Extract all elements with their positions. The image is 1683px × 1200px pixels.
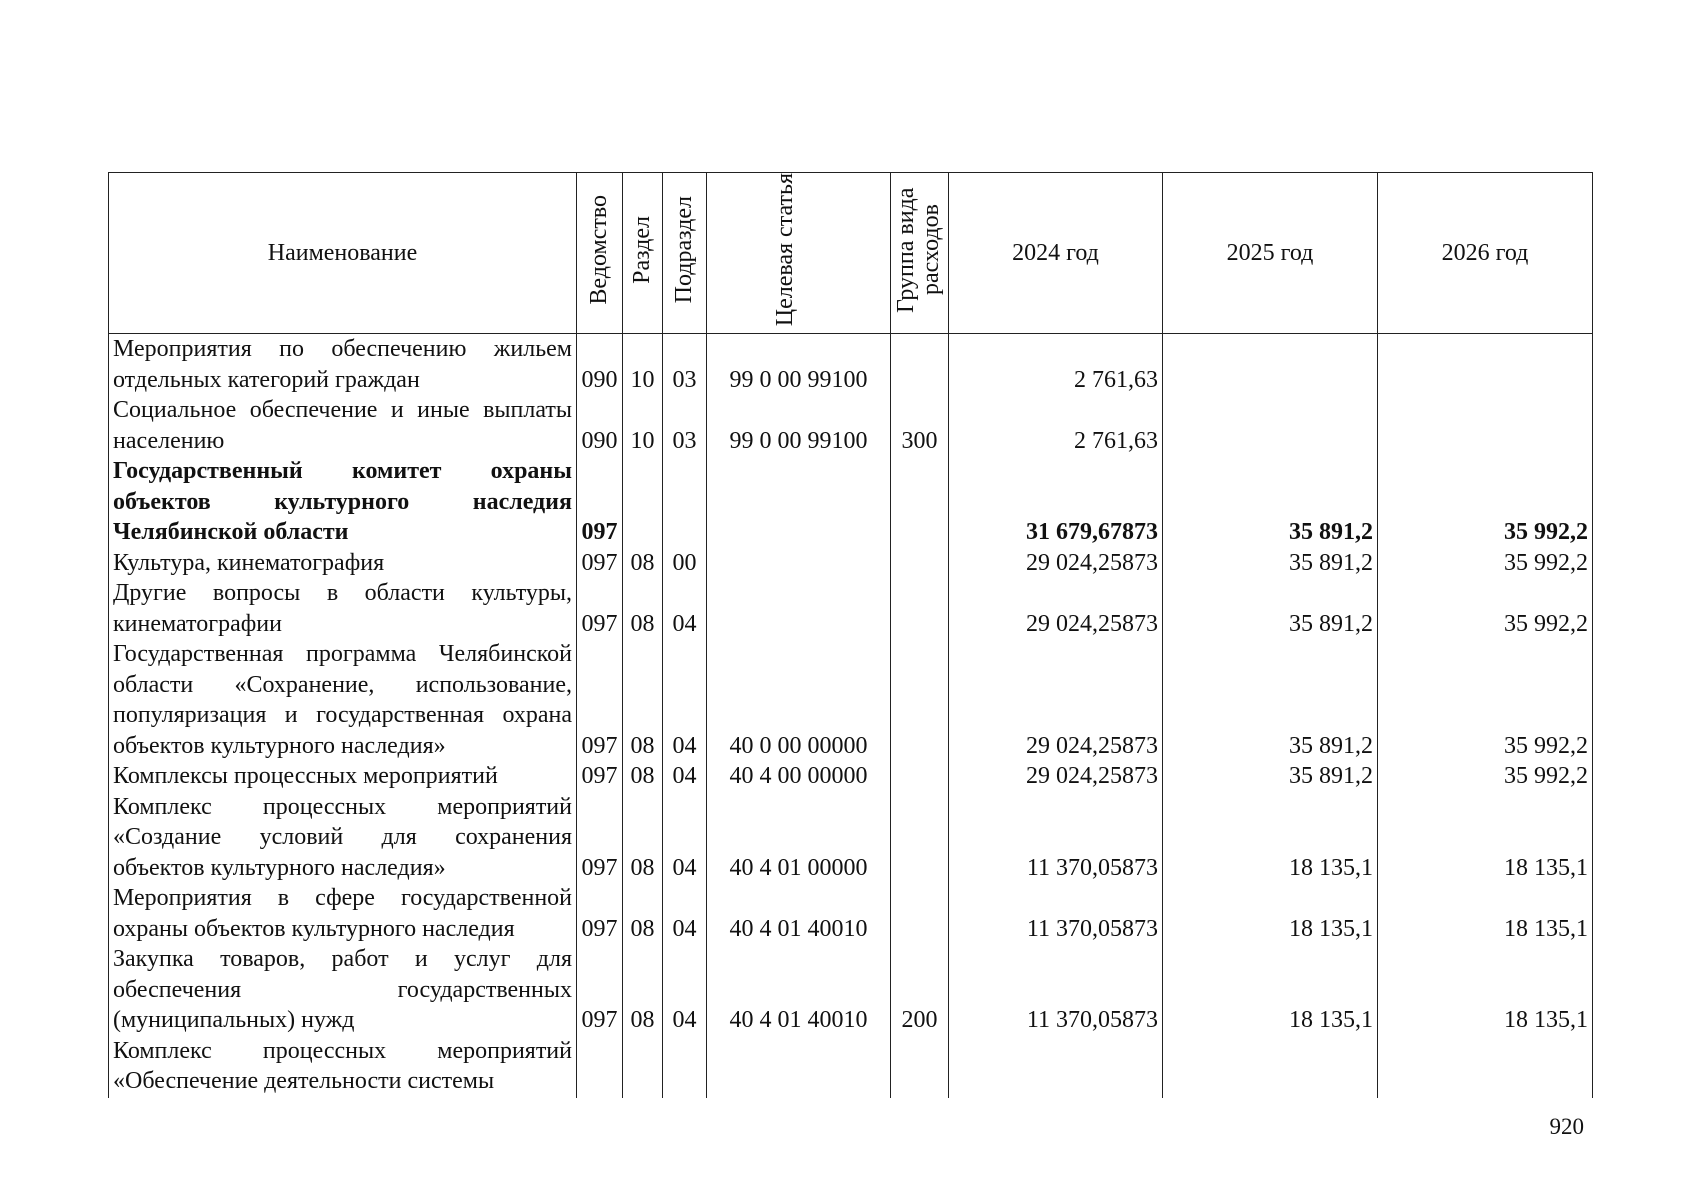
row-vedomstvo: 097 (577, 639, 623, 761)
header-2026: 2026 год (1378, 173, 1593, 334)
row-amount-2026 (1378, 334, 1593, 396)
row-razdel (623, 1036, 663, 1098)
row-gruppa-vida-rashodov (891, 548, 949, 579)
header-razdel (623, 173, 663, 334)
budget-table (108, 172, 1593, 1098)
row-amount-2025: 35 891,2 (1163, 578, 1378, 639)
row-vedomstvo: 097 (577, 578, 623, 639)
row-razdel: 08 (623, 639, 663, 761)
row-razdel: 08 (623, 578, 663, 639)
table-row (109, 792, 1593, 884)
header-gruppa (891, 173, 949, 334)
row-name: Комплекс процессных мероприятий «Обеспечение деятельности системы (109, 1036, 577, 1098)
row-gruppa-vida-rashodov: 200 (891, 944, 949, 1036)
row-tselevaya-statya (707, 456, 891, 548)
row-vedomstvo: 097 (577, 792, 623, 884)
row-amount-2024: 2 761,63 (949, 334, 1163, 396)
row-amount-2026: 35 992,2 (1378, 761, 1593, 792)
table-row (109, 548, 1593, 579)
row-vedomstvo (577, 1036, 623, 1098)
row-name: Государственный комитет охраны объектов культурного наследия Челябинской области (109, 456, 577, 548)
table-row (109, 334, 1593, 396)
row-vedomstvo: 097 (577, 944, 623, 1036)
row-gruppa-vida-rashodov (891, 639, 949, 761)
row-tselevaya-statya: 40 4 00 00000 (707, 761, 891, 792)
row-podrazdel: 00 (663, 548, 707, 579)
row-amount-2024: 11 370,05873 (949, 944, 1163, 1036)
row-vedomstvo: 097 (577, 761, 623, 792)
header-vedomstvo (577, 173, 623, 334)
row-gruppa-vida-rashodov (891, 1036, 949, 1098)
row-podrazdel: 03 (663, 395, 707, 456)
row-amount-2025: 18 135,1 (1163, 944, 1378, 1036)
row-razdel: 08 (623, 761, 663, 792)
row-razdel: 10 (623, 334, 663, 396)
row-razdel: 08 (623, 548, 663, 579)
row-razdel: 10 (623, 395, 663, 456)
row-gruppa-vida-rashodov (891, 883, 949, 944)
row-amount-2025: 35 891,2 (1163, 548, 1378, 579)
row-amount-2026: 18 135,1 (1378, 944, 1593, 1036)
row-amount-2024 (949, 1036, 1163, 1098)
row-amount-2024: 11 370,05873 (949, 792, 1163, 884)
row-name: Социальное обеспечение и иные выплаты населению (109, 395, 577, 456)
row-gruppa-vida-rashodov (891, 578, 949, 639)
row-tselevaya-statya (707, 1036, 891, 1098)
row-name: Другие вопросы в области культуры, кинематографии (109, 578, 577, 639)
row-amount-2025 (1163, 1036, 1378, 1098)
header-podrazdel (663, 173, 707, 334)
row-name: Культура, кинематография (109, 548, 577, 579)
table-body (109, 334, 1593, 1098)
row-gruppa-vida-rashodov (891, 792, 949, 884)
row-name: Мероприятия по обеспечению жильем отдельных категорий граждан (109, 334, 577, 396)
row-amount-2026: 35 992,2 (1378, 578, 1593, 639)
row-vedomstvo: 097 (577, 456, 623, 548)
row-amount-2026 (1378, 1036, 1593, 1098)
row-amount-2025: 18 135,1 (1163, 792, 1378, 884)
row-razdel: 08 (623, 944, 663, 1036)
row-amount-2025 (1163, 395, 1378, 456)
table-row (109, 1036, 1593, 1098)
row-razdel: 08 (623, 792, 663, 884)
row-vedomstvo: 097 (577, 548, 623, 579)
row-name: Закупка товаров, работ и услуг для обеспечения государственных (муниципальных) нужд (109, 944, 577, 1036)
row-razdel (623, 456, 663, 548)
row-amount-2024: 2 761,63 (949, 395, 1163, 456)
header-name: Наименование (109, 173, 577, 334)
header-gruppa-label: Группа вида расходов (893, 186, 945, 313)
row-gruppa-vida-rashodov (891, 456, 949, 548)
row-amount-2025: 35 891,2 (1163, 456, 1378, 548)
row-tselevaya-statya: 40 4 01 00000 (707, 792, 891, 884)
row-name: Комплексы процессных мероприятий (109, 761, 577, 792)
table-row (109, 395, 1593, 456)
row-amount-2026: 18 135,1 (1378, 792, 1593, 884)
row-razdel: 08 (623, 883, 663, 944)
table-row (109, 456, 1593, 548)
header-podrazdel-label: Подраздел (670, 195, 697, 304)
header-razdel-label: Раздел (628, 215, 655, 284)
row-podrazdel (663, 1036, 707, 1098)
row-podrazdel: 04 (663, 639, 707, 761)
row-amount-2025: 35 891,2 (1163, 639, 1378, 761)
table-header-row (109, 173, 1593, 334)
row-podrazdel: 04 (663, 761, 707, 792)
row-name: Государственная программа Челябинской области «Сохранение, использование, популяризация и государственная охрана объектов культурного наследия» (109, 639, 577, 761)
row-amount-2024: 11 370,05873 (949, 883, 1163, 944)
row-tselevaya-statya (707, 548, 891, 579)
row-amount-2026: 35 992,2 (1378, 548, 1593, 579)
row-tselevaya-statya: 40 0 00 00000 (707, 639, 891, 761)
row-tselevaya-statya: 40 4 01 40010 (707, 883, 891, 944)
row-tselevaya-statya: 40 4 01 40010 (707, 944, 891, 1036)
row-vedomstvo: 097 (577, 883, 623, 944)
row-gruppa-vida-rashodov: 300 (891, 395, 949, 456)
row-amount-2026: 18 135,1 (1378, 883, 1593, 944)
table-row (109, 883, 1593, 944)
row-amount-2025: 35 891,2 (1163, 761, 1378, 792)
table-row (109, 944, 1593, 1036)
row-vedomstvo: 090 (577, 395, 623, 456)
row-amount-2024: 31 679,67873 (949, 456, 1163, 548)
table-row (109, 578, 1593, 639)
row-amount-2024: 29 024,25873 (949, 639, 1163, 761)
row-amount-2024: 29 024,25873 (949, 578, 1163, 639)
row-name: Комплекс процессных мероприятий «Создание условий для сохранения объектов культурного наследия» (109, 792, 577, 884)
row-tselevaya-statya: 99 0 00 99100 (707, 334, 891, 396)
row-podrazdel: 04 (663, 944, 707, 1036)
row-amount-2024: 29 024,25873 (949, 548, 1163, 579)
row-amount-2026: 35 992,2 (1378, 456, 1593, 548)
row-gruppa-vida-rashodov (891, 761, 949, 792)
header-tselevaya-label: Целевая статья (771, 173, 798, 327)
header-vedomstvo-label: Ведомство (585, 194, 612, 305)
page-number: 920 (1549, 1114, 1584, 1139)
row-amount-2026: 35 992,2 (1378, 639, 1593, 761)
row-gruppa-vida-rashodov (891, 334, 949, 396)
row-podrazdel: 04 (663, 883, 707, 944)
table-row (109, 761, 1593, 792)
header-2025: 2025 год (1163, 173, 1378, 334)
row-podrazdel: 03 (663, 334, 707, 396)
header-tselevaya (707, 173, 891, 334)
header-2024: 2024 год (949, 173, 1163, 334)
row-vedomstvo: 090 (577, 334, 623, 396)
table-row (109, 639, 1593, 761)
row-amount-2024: 29 024,25873 (949, 761, 1163, 792)
row-tselevaya-statya: 99 0 00 99100 (707, 395, 891, 456)
row-amount-2025 (1163, 334, 1378, 396)
row-podrazdel: 04 (663, 578, 707, 639)
row-name: Мероприятия в сфере государственной охраны объектов культурного наследия (109, 883, 577, 944)
row-amount-2025: 18 135,1 (1163, 883, 1378, 944)
row-tselevaya-statya (707, 578, 891, 639)
row-podrazdel: 04 (663, 792, 707, 884)
row-podrazdel (663, 456, 707, 548)
row-amount-2026 (1378, 395, 1593, 456)
